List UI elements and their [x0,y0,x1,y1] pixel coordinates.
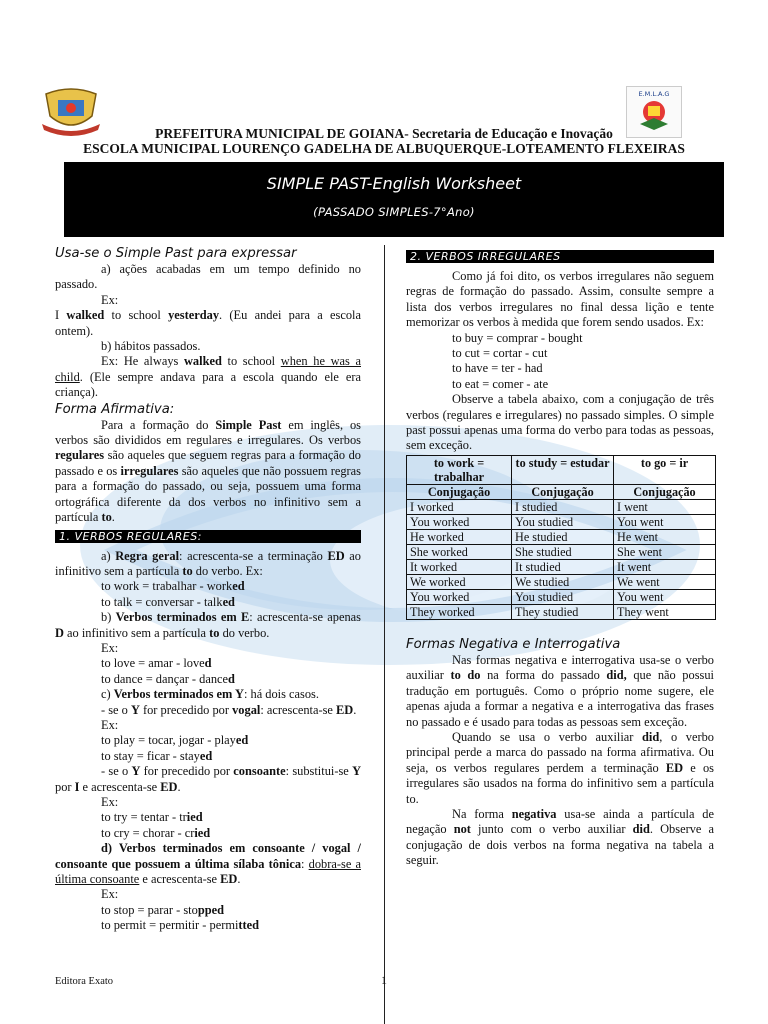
section-bar-irregulares: 2. VERBOS IRREGULARES [406,250,714,263]
table-header: to go = ir [614,455,716,484]
example-stop: to stop = parar - stopped [101,902,224,917]
table-row: We worked We studied We went [407,574,716,589]
table-row: I worked I studied I went [407,499,716,514]
example-buy: to buy = comprar - bought [452,330,583,345]
ex-label: Ex: [101,717,119,732]
conjugation-table [406,455,716,620]
table-header: to work = trabalhar [407,455,512,484]
table-header: to study = estudar [512,455,614,484]
ex-label: Ex: [101,292,119,307]
text-negativa-1: Nas formas negativa e interrogativa usa-se o verbo auxiliar to do na forma do passado did, que não possui tradução em português. Como o próprio nome sugere, ele apenas ajuda a formar a negativa e a interrogativa das frases no passado e é usado para todas as pessoas sem exceção. [406,652,714,729]
table-subheader: Conjugação [512,484,614,499]
text-negativa-2: Quando se usa o verbo auxiliar did, o verbo principal perde a marca do passado na forma afirmativa. Ou seja, os verbos regulares perdem a terminação ED e os irregulares são usados na forma do infinitivo sem a partícula to. [406,729,715,806]
example-love: to love = amar - loved [101,656,212,671]
example-have: to have = ter - had [452,361,543,376]
rule-a: a) Regra geral: acrescenta-se a terminação ED ao infinitivo sem a partícula to do verbo. Ex: [55,548,361,578]
text-observe: Observe a tabela abaixo, com a conjugação de três verbos (regulares e irregulares) no passado simples. O simple past possui apenas uma forma do verbo para todas as pessoas, sem exceção. [406,392,714,453]
example-talk: to talk = conversar - talked [101,594,235,609]
right-column [406,250,714,869]
text-afirmativa: Para a formação do Simple Past em inglês, os verbos são divididos em regulares e irregulares. Os verbos regulares são aqueles que seguem regras para a formação do passado e os irregulares são aqueles que não possuem regras para a formação do passado, ou seja, possuem uma forma ortográfica diferente da dos verbos no infinitivo sem a partícula to. [55,417,361,525]
table-row: He worked He studied He went [407,529,716,544]
table-row: You worked You studied You went [407,514,716,529]
rule-b: b) Verbos terminados em E: acrescenta-se apenas D ao infinitivo sem a partícula to do verbo. [55,610,361,640]
example-eat: to eat = comer - ate [452,376,549,391]
ex-label: Ex: [101,795,119,809]
text-irregulares: Como já foi dito, os verbos irregulares não seguem regras de formação do passado. Assim, consulte sempre a lista dos verbos irregulares no final dessa lição e tente memorizar os verbos à medida que forem sendo usados. Ex: [406,269,714,330]
ex-label: Ex: [101,887,119,902]
ex-label: Ex: [101,640,119,655]
example-stay: to stay = ficar - stayed [101,748,213,763]
example-work: to work = trabalhar - worked [101,579,245,594]
left-column [55,245,361,934]
rule-c-vogal: - se o Y for precedido por vogal: acrescenta-se ED. [101,702,357,717]
text-ações: a) ações acabadas em um tempo definido no passado. [55,262,361,292]
heading-usase: Usa-se o Simple Past para expressar [55,246,297,261]
text-negativa-3: Na forma negativa usa-se ainda a partícula de negação not junto com o verbo auxiliar did. Observe a conjugação de dois verbos na forma negativa na tabela a seguir. [406,806,714,868]
example-cut: to cut = cortar - cut [452,346,548,361]
heading-negativa-interrogativa: Formas Negativa e Interrogativa [406,636,621,652]
example-try: to try = tentar - tried [101,810,203,825]
example-walked: I walked to school yesterday. (Eu andei para a escola ontem). [55,308,361,338]
header-line-1: PREFEITURA MUNICIPAL DE GOIANA- Secretaria de Educação e Inovação [155,126,613,141]
table-subheader: Conjugação [407,484,512,499]
example-permit: to permit = permitir - permitted [101,918,260,933]
column-divider [384,245,385,1024]
section-bar-regulares: 1. VERBOS REGULARES: [55,530,361,543]
page-number: 1 [381,973,387,987]
table-row: You worked You studied You went [407,589,716,604]
example-play: to play = tocar, jogar - played [101,733,249,748]
example-always: Ex: He always walked to school when he was a child. (Ele sempre andava para a escola quando ele era criança). [55,354,361,400]
title-banner [64,162,724,237]
header-line-2: ESCOLA MUNICIPAL LOURENÇO GADELHA DE ALBUQUERQUE-LOTEAMENTO FLEXEIRAS [83,141,685,156]
table-row: They worked They studied They went [407,604,716,619]
heading-forma-afirmativa: Forma Afirmativa: [55,401,175,417]
worksheet-subtitle: (PASSADO SIMPLES-7°Ano) [313,205,475,219]
example-cry: to cry = chorar - cried [101,825,211,840]
table-subheader: Conjugação [614,484,716,499]
table-row: It worked It studied It went [407,559,716,574]
rule-c: c) Verbos terminados em Y: há dois casos. [101,687,319,702]
footer-publisher: Editora Exato [55,976,114,987]
text-habitos: b) hábitos passados. [101,339,201,354]
rule-d: d) Verbos terminados em consoante / vogal / consoante que possuem a última sílaba tônica: dobra-se a última consoante e acrescenta-se ED. [55,841,361,887]
worksheet-title: SIMPLE PAST-English Worksheet [266,174,522,193]
school-logo-text: E.M.L.A.G [638,90,670,98]
table-row: She worked She studied She went [407,544,716,559]
example-dance: to dance = dançar - danced [101,671,235,686]
rule-c-consoante: - se o Y for precedido por consoante: substitui-se Y por I e acrescenta-se ED. [55,764,362,794]
